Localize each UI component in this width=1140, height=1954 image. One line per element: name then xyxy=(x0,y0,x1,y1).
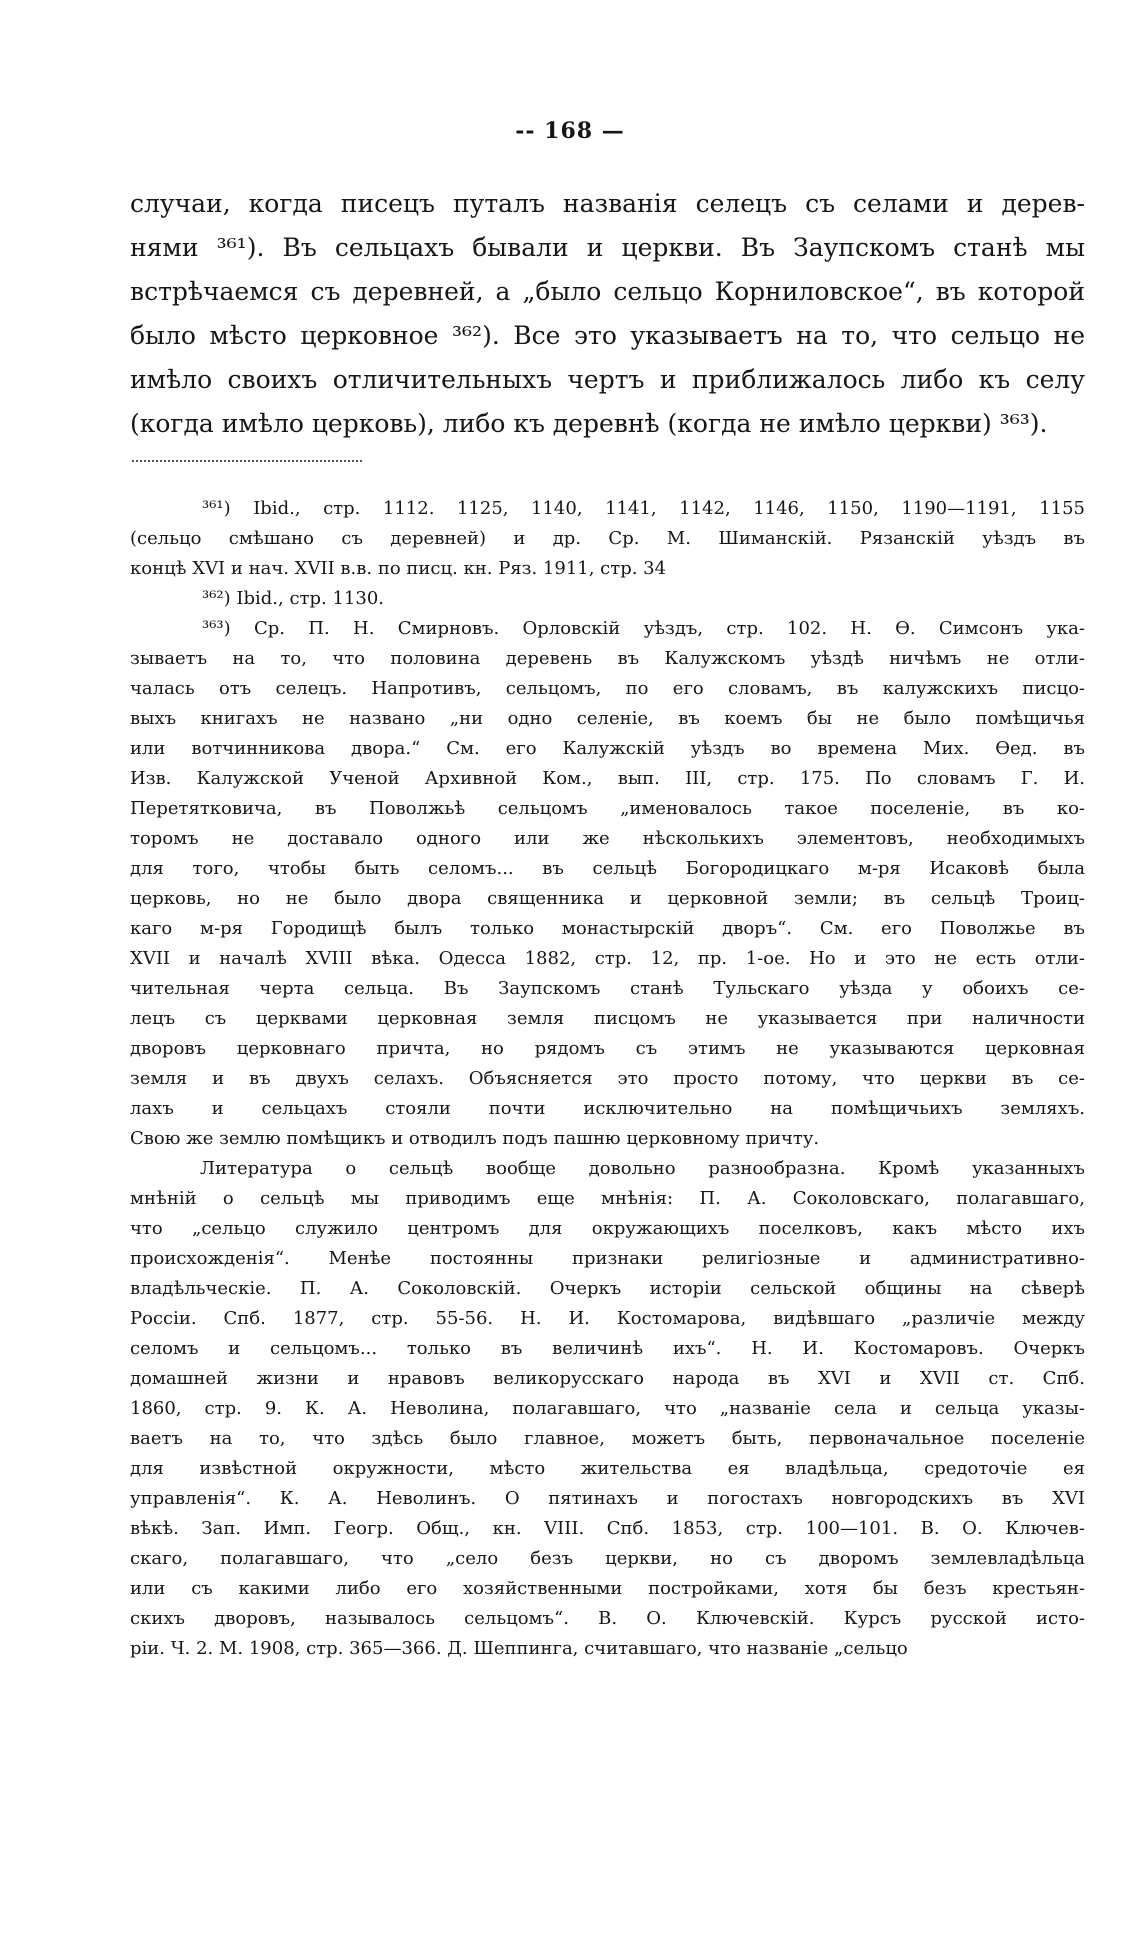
footnotes-block xyxy=(130,494,1085,1664)
footnote-363-line: ваетъ на то, что здѣсь было главное, можетъ быть, первоначальное поселеніе xyxy=(130,1428,1085,1449)
text-line: было мѣсто церковное ³⁶²). Все это указываетъ на то, что сельцо не xyxy=(130,321,1085,350)
main-text-paragraph xyxy=(130,182,1085,446)
footnote-363-line: для извѣстной окружности, мѣсто жительства ея владѣльца, средоточіе ея xyxy=(130,1458,1085,1479)
footnote-363-line: лахъ и сельцахъ стояли почти исключительно на помѣщичьихъ земляхъ. xyxy=(130,1098,1085,1119)
text-line: встрѣчаемся съ деревней, а „было сельцо Корниловское“, въ которой xyxy=(130,277,1085,306)
footnote-363-line: Литература о сельцѣ вообще довольно разнообразна. Кромѣ указанныхъ xyxy=(200,1158,1085,1179)
footnote-363-line: Изв. Калужской Ученой Архивной Ком., вып. III, стр. 175. По словамъ Г. И. xyxy=(130,768,1085,789)
footnote-363-line: земля и въ двухъ селахъ. Объясняется это просто потому, что церкви въ се- xyxy=(130,1068,1085,1089)
footnote-363-line: или вотчинникова двора.“ См. его Калужскій уѣздъ во времена Мих. Ѳед. въ xyxy=(130,738,1085,759)
footnote-362-line: ³⁶²) Ibid., стр. 1130. xyxy=(202,588,385,609)
footnote-361-line: (сельцо смѣшано съ деревней) и др. Ср. М. Шиманскій. Рязанскій уѣздъ въ xyxy=(130,528,1085,549)
footnote-363-line: церковь, но не было двора священника и церковной земли; въ сельцѣ Троиц- xyxy=(130,888,1085,909)
footnote-363-line: домашней жизни и нравовъ великорусскаго народа въ XVI и XVII ст. Спб. xyxy=(130,1368,1085,1389)
footnote-363-line: зываетъ на то, что половина деревень въ Калужскомъ уѣздѣ ничѣмъ не отли- xyxy=(130,648,1085,669)
footnote-363-line: вѣкѣ. Зап. Имп. Геогр. Общ., кн. VIII. Спб. 1853, стр. 100—101. В. О. Ключев- xyxy=(130,1518,1085,1539)
footnote-363-line: торомъ не доставало одного или же нѣсколькихъ элементовъ, необходимыхъ xyxy=(130,828,1085,849)
footnote-363-line: чительная черта сельца. Въ Заупскомъ станѣ Тульскаго уѣзда у обоихъ се- xyxy=(130,978,1085,999)
footnote-363-line: происхожденія“. Менѣе постоянны признаки религіозные и административно- xyxy=(130,1248,1085,1269)
footnote-363-line: чалась отъ селецъ. Напротивъ, сельцомъ, по его словамъ, въ калужскихъ писцо- xyxy=(130,678,1085,699)
footnote-363-line: XVII и началѣ XVIII вѣка. Одесса 1882, стр. 12, пр. 1-ое. Но и это не есть отли- xyxy=(130,948,1085,969)
footnote-363-line: лецъ съ церквами церковная земля писцомъ не указывается при наличности xyxy=(130,1008,1085,1029)
footnote-363-line: ³⁶³) Ср. П. Н. Смирновъ. Орловскій уѣздъ, стр. 102. Н. Ѳ. Симсонъ ука- xyxy=(202,618,1085,639)
text-line: (когда имѣло церковь), либо къ деревнѣ (когда не имѣло церкви) ³⁶³). xyxy=(130,409,1048,438)
footnote-363-line: Свою же землю помѣщикъ и отводилъ подъ пашню церковному причту. xyxy=(130,1128,820,1149)
footnote-363-line: селомъ и сельцомъ... только въ величинѣ ихъ“. Н. И. Костомаровъ. Очеркъ xyxy=(130,1338,1085,1359)
footnote-361-line: ³⁶¹) Ibid., стр. 1112. 1125, 1140, 1141, 1142, 1146, 1150, 1190—1191, 1155 xyxy=(202,498,1085,519)
footnote-divider xyxy=(132,460,362,462)
footnote-363-line: мнѣній о сельцѣ мы приводимъ еще мнѣнія: П. А. Соколовскаго, полагавшаго, xyxy=(130,1188,1085,1209)
page-number: -- 168 — xyxy=(515,118,625,144)
footnote-363-line: Перетятковича, въ Поволжьѣ сельцомъ „именовалось такое поселеніе, въ ко- xyxy=(130,798,1085,819)
footnote-363-line: дворовъ церковнаго причта, но рядомъ съ этимъ не указываются церковная xyxy=(130,1038,1085,1059)
footnote-363-line: владѣльческіе. П. А. Соколовскій. Очеркъ исторіи сельской общины на сѣверѣ xyxy=(130,1278,1085,1299)
footnote-363-line: или съ какими либо его хозяйственными постройками, хотя бы безъ крестьян- xyxy=(130,1578,1085,1599)
footnote-363-line: каго м-ря Городищѣ былъ только монастырскій дворъ“. См. его Поволжье въ xyxy=(130,918,1085,939)
footnote-363-line: управленія“. К. А. Неволинъ. О пятинахъ и погостахъ новгородскихъ въ XVI xyxy=(130,1488,1085,1509)
footnote-363-line: для того, чтобы быть селомъ... въ сельцѣ Богородицкаго м-ря Исаковѣ была xyxy=(130,858,1085,879)
footnote-363-line: выхъ книгахъ не названо „ни одно селеніе, въ коемъ бы не было помѣщичья xyxy=(130,708,1085,729)
text-line: имѣло своихъ отличительныхъ чертъ и приближалось либо къ селу xyxy=(130,365,1085,394)
footnote-363-line: Россіи. Спб. 1877, стр. 55-56. Н. И. Костомарова, видѣвшаго „различіе между xyxy=(130,1308,1085,1329)
footnote-361-line: концѣ XVI и нач. XVII в.в. по писц. кн. Ряз. 1911, стр. 34 xyxy=(130,558,667,579)
footnote-363-line: что „сельцо служило центромъ для окружающихъ поселковъ, какъ мѣсто ихъ xyxy=(130,1218,1085,1239)
text-line: случаи, когда писецъ путалъ названія селецъ съ селами и дерев- xyxy=(130,189,1085,218)
footnote-363-line: скихъ дворовъ, называлось сельцомъ“. В. О. Ключевскій. Курсъ русской исто- xyxy=(130,1608,1085,1629)
footnote-363-line: скаго, полагавшаго, что „село безъ церкви, но съ дворомъ землевладѣльца xyxy=(130,1548,1085,1569)
footnote-363-line: ріи. Ч. 2. М. 1908, стр. 365—366. Д. Шеппинга, считавшаго, что названіе „сельцо xyxy=(130,1638,908,1659)
text-line: нями ³⁶¹). Въ сельцахъ бывали и церкви. Въ Заупскомъ станѣ мы xyxy=(130,233,1085,262)
footnote-363-line: 1860, стр. 9. К. А. Неволина, полагавшаго, что „названіе села и сельца указы- xyxy=(130,1398,1085,1419)
